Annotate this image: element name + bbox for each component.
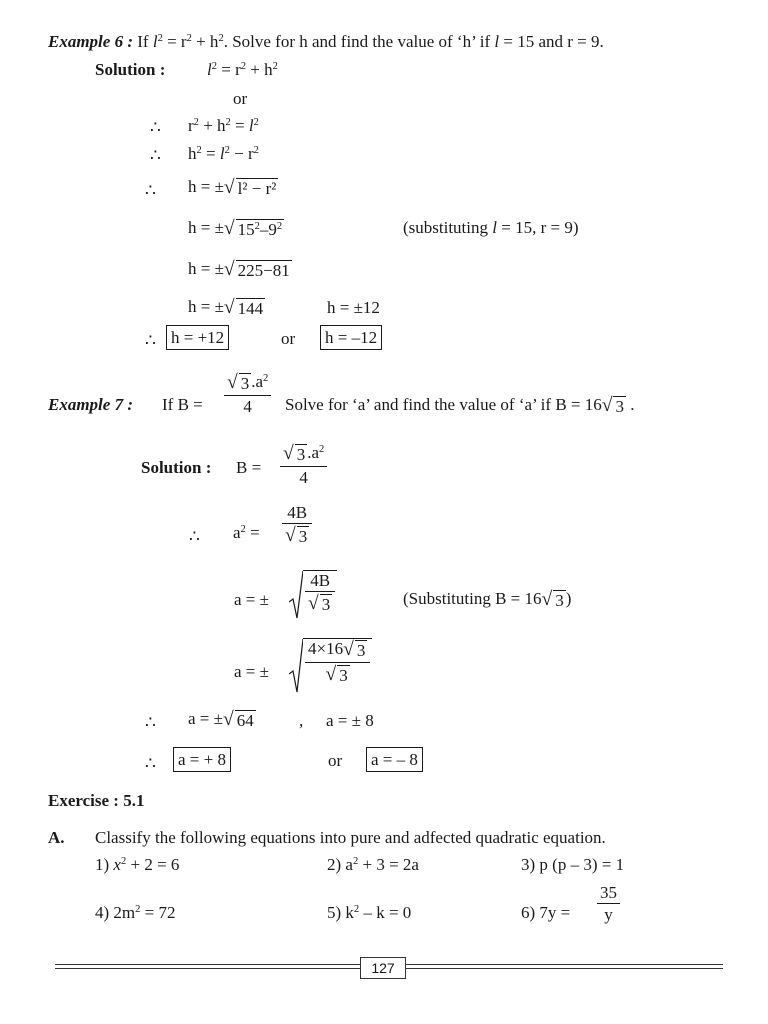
therefore-symbol: ∴ <box>145 181 156 200</box>
exercise-q6-fraction: $\frac{35}{y}$ <box>597 884 620 923</box>
sqrt-symbol: √ 144 <box>223 297 264 319</box>
example-6-question: Example 6 : If $l^2 = r^2 + h^2$. Solve for h and find the value of ‘h’ if l = 15 and r = 9. <box>48 32 604 51</box>
solution-7-big-sqrt-2: 4×16 √ 3 √ 3 <box>289 638 372 694</box>
solution-label-6: Solution : <box>95 60 166 79</box>
exercise-instruction: Classify the following equations into pure and adfected quadratic equation. <box>95 828 606 847</box>
solution-6-line-6: h = ± √ 225−81 <box>188 259 290 281</box>
sqrt-symbol: √ 3 <box>601 395 624 417</box>
sqrt-symbol: √ $15^2-9^2$ <box>223 218 283 240</box>
example-7-label-text: Example 7 : <box>48 395 133 414</box>
exercise-q3: 3) p (p – 3) = 1 <box>521 855 625 874</box>
example-7-fraction: √ 3 $.a^2$ 4 <box>224 373 271 415</box>
answer-box-a-positive: a = + 8 <box>173 747 231 772</box>
solution-7-fraction: √ 3 $.a^2$ 4 <box>280 444 327 486</box>
solution-7-line-64: a = ± √ 64 <box>188 709 254 731</box>
therefore-symbol: ∴ <box>150 118 161 137</box>
answer-box-h-positive: h = +12 <box>166 325 229 350</box>
solution-7-a-eq: a = ± <box>234 590 269 609</box>
therefore-symbol: ∴ <box>150 146 161 165</box>
solution-6-line-5: h = ± √ $15^2-9^2$ <box>188 218 283 240</box>
page-number: 127 <box>360 957 406 979</box>
exercise-q6-pre: 6) 7y = <box>521 903 571 922</box>
solution-6-line-7: h = ± √ 144 <box>188 297 264 319</box>
comma-separator: , <box>299 711 304 730</box>
example-7-if: If B = <box>162 395 203 414</box>
or-text: or <box>233 89 248 108</box>
sqrt-symbol: √ 225−81 <box>223 259 290 281</box>
therefore-symbol: ∴ <box>189 527 200 546</box>
solution-6-line-1: $l^2 = r^2 + h^2$ <box>207 60 278 79</box>
solution-6-line-7-alt: h = ±12 <box>327 298 380 317</box>
exercise-q2: 2) $a^2 + 3 = 2a$ <box>327 855 419 874</box>
answer-box-a-negative: a = – 8 <box>366 747 423 772</box>
answer-box-h-negative: h = –12 <box>320 325 382 350</box>
solution-7-a2-eq: $a^2$ = <box>233 523 260 542</box>
substitution-note-7: (Substituting B = 16 √ 3 ) <box>403 589 572 611</box>
or-text: or <box>328 751 343 770</box>
sqrt-symbol: √ l² − r² <box>223 177 277 199</box>
example-7-question: Solve for ‘a’ and find the value of ‘a’ if B = 16 √ 3 . <box>285 395 635 417</box>
exercise-q1: 1) $x^2 + 2 = 6$ <box>95 855 180 874</box>
or-text: or <box>281 329 296 348</box>
solution-7-b-eq: B = <box>236 458 262 477</box>
solution-7-fraction-2: 4B √ 3 <box>282 504 312 546</box>
big-sqrt-symbol <box>289 638 303 694</box>
substitution-note-6: (substituting l = 15, r = 9) <box>403 218 579 237</box>
solution-7-line-64-alt: a = ± 8 <box>326 711 374 730</box>
solution-7-big-sqrt: 4B √ 3 <box>289 570 337 620</box>
exercise-q4: 4) $2m^2 = 72$ <box>95 903 176 922</box>
solution-7-a-eq-2: a = ± <box>234 662 269 681</box>
therefore-symbol: ∴ <box>145 754 156 773</box>
solution-6-line-2: $r^2 + h^2 = l^2$ <box>188 116 259 135</box>
therefore-symbol: ∴ <box>145 713 156 732</box>
big-sqrt-symbol <box>289 570 303 620</box>
exercise-q5: 5) $k^2 - k = 0$ <box>327 903 412 922</box>
sqrt-symbol: √ 64 <box>222 709 254 731</box>
solution-6-line-4: h = ± √ l² − r² <box>188 177 277 199</box>
solution-6-line-3: $h^2 = l^2 - r^2$ <box>188 144 259 163</box>
exercise-part-a: A. <box>48 828 65 847</box>
solution-label-7: Solution : <box>141 458 212 477</box>
therefore-symbol: ∴ <box>145 331 156 350</box>
exercise-title: Exercise : 5.1 <box>48 791 145 810</box>
sqrt-symbol: √ 3 <box>541 589 564 611</box>
